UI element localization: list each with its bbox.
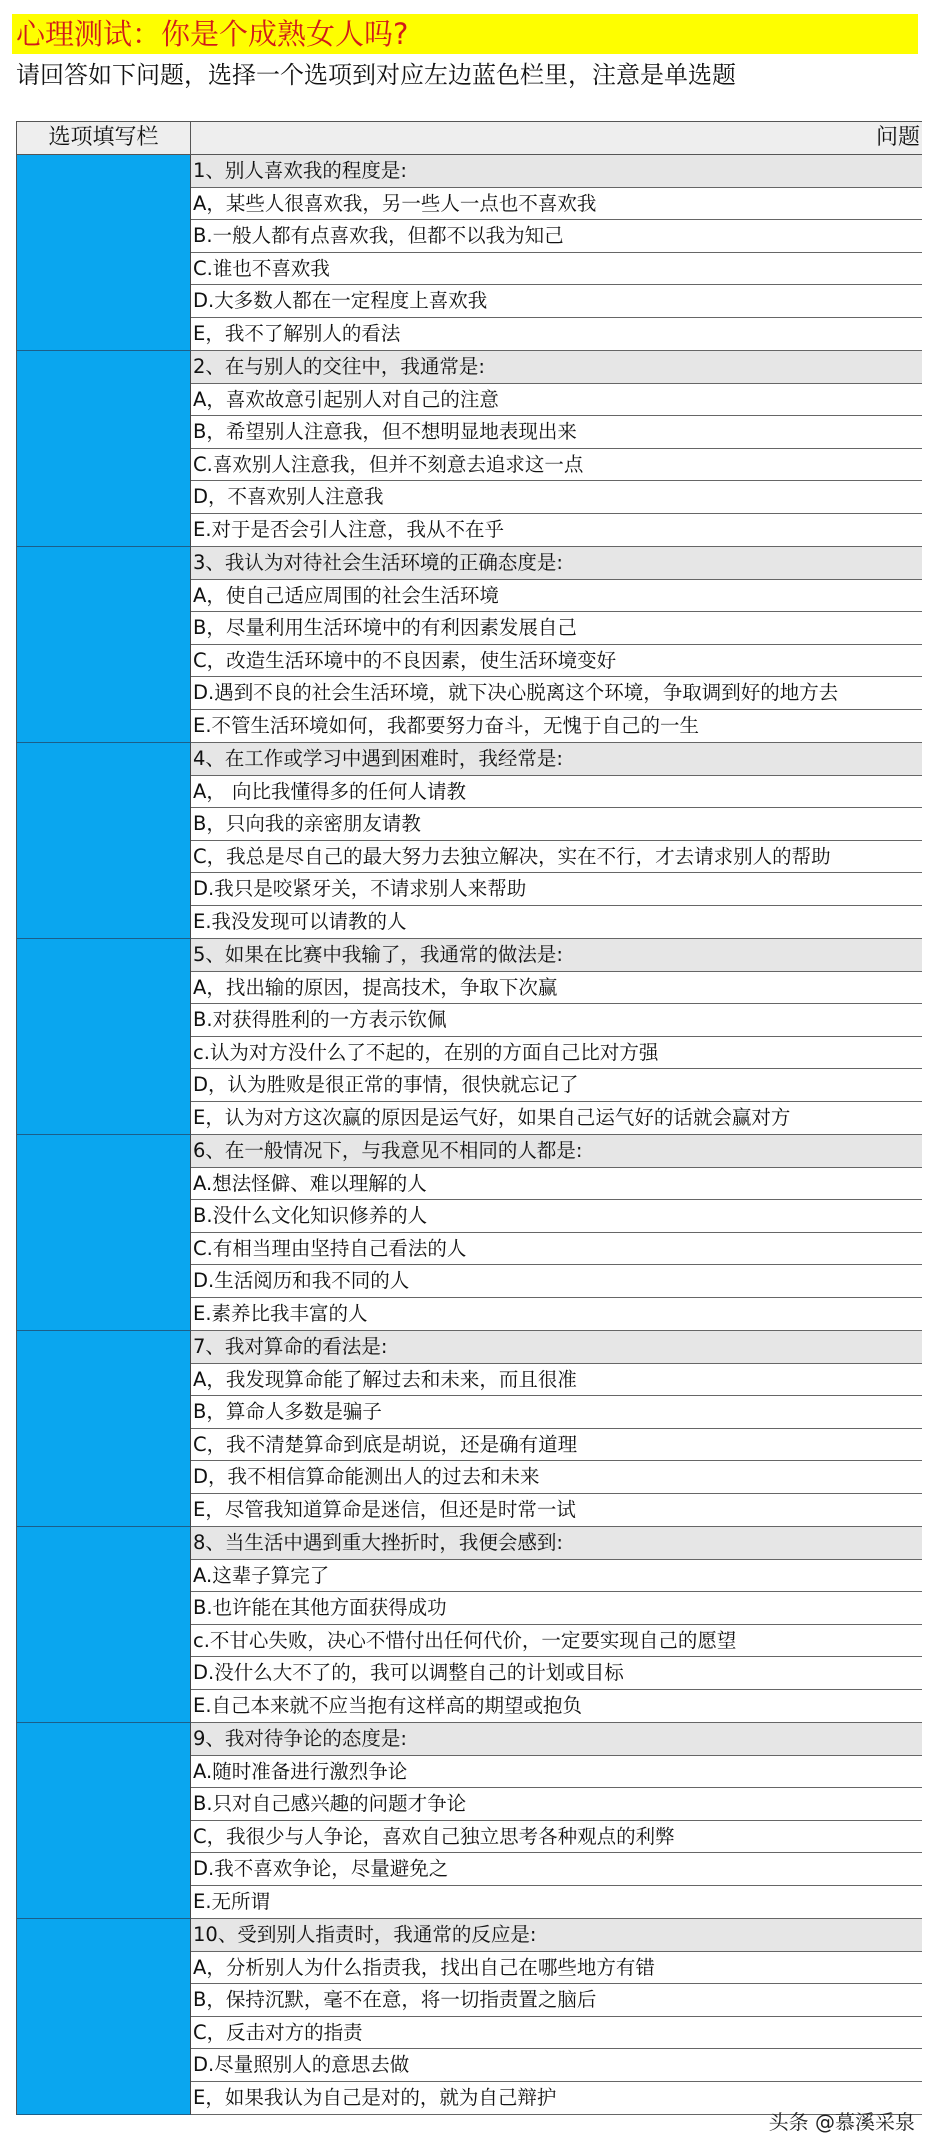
question-group [17,743,922,939]
option-text: A，分析别人为什么指责我，找出自己在哪些地方有错 [191,1952,922,1985]
question-text: 5、如果在比赛中我输了，我通常的做法是: [191,939,922,972]
option-text: A，找出输的原因，提高技术，争取下次赢 [191,972,922,1005]
question-group [17,1331,922,1527]
question-text: 8、当生活中遇到重大挫折时，我便会感到: [191,1527,922,1560]
question-block [191,351,922,547]
question-group [17,939,922,1135]
option-text: D，认为胜败是很正常的事情，很快就忘记了 [191,1069,922,1102]
option-text: C，我不清楚算命到底是胡说，还是确有道理 [191,1429,922,1462]
answer-input-cell[interactable] [17,547,191,743]
option-text: B.只对自己感兴趣的问题才争论 [191,1788,922,1821]
option-text: D，不喜欢别人注意我 [191,481,922,514]
question-block [191,1723,922,1919]
option-text: A.想法怪僻、难以理解的人 [191,1168,922,1201]
option-text: C，我总是尽自己的最大努力去独立解决，实在不行，才去请求别人的帮助 [191,841,922,874]
question-group [17,1919,922,2115]
question-text: 4、在工作或学习中遇到困难时，我经常是: [191,743,922,776]
option-text: A，我发现算命能了解过去和未来，而且很准 [191,1364,922,1397]
answer-input-cell[interactable] [17,939,191,1135]
questionnaire-table [16,121,922,2115]
option-text: C，改造生活环境中的不良因素，使生活环境变好 [191,645,922,678]
option-text: c.不甘心失败，决心不惜付出任何代价，一定要实现自己的愿望 [191,1625,922,1658]
answer-input-cell[interactable] [17,1527,191,1723]
question-block [191,1527,922,1723]
option-text: E.无所谓 [191,1886,922,1919]
option-text: D.遇到不良的社会生活环境，就下决心脱离这个环境，争取调到好的地方去 [191,677,922,710]
question-text: 6、在一般情况下，与我意见不相同的人都是: [191,1135,922,1168]
option-text: C.谁也不喜欢我 [191,253,922,286]
option-text: B.对获得胜利的一方表示钦佩 [191,1004,922,1037]
question-text: 3、我认为对待社会生活环境的正确态度是: [191,547,922,580]
option-text: A.随时准备进行激烈争论 [191,1756,922,1789]
question-groups [17,155,922,2115]
question-text: 9、我对待争论的态度是: [191,1723,922,1756]
option-text: D.没什么大不了的，我可以调整自己的计划或目标 [191,1657,922,1690]
answer-input-cell[interactable] [17,1135,191,1331]
option-text: E，认为对方这次赢的原因是运气好，如果自己运气好的话就会赢对方 [191,1102,922,1135]
question-block [191,1331,922,1527]
option-text: E.素养比我丰富的人 [191,1298,922,1331]
option-text: A， 向比我懂得多的任何人请教 [191,776,922,809]
option-text: E.对于是否会引人注意，我从不在乎 [191,514,922,547]
answer-input-cell[interactable] [17,155,191,351]
option-text: E.不管生活环境如何，我都要努力奋斗，无愧于自己的一生 [191,710,922,743]
question-block [191,547,922,743]
option-text: D.尽量照别人的意思去做 [191,2049,922,2082]
option-text: A，某些人很喜欢我，另一些人一点也不喜欢我 [191,188,922,221]
question-block [191,155,922,351]
answer-input-cell[interactable] [17,1331,191,1527]
option-text: A.这辈子算完了 [191,1560,922,1593]
option-text: B，尽量利用生活环境中的有利因素发展自己 [191,612,922,645]
option-text: B，算命人多数是骗子 [191,1396,922,1429]
question-column-header: 问题 [875,125,920,150]
answer-input-cell[interactable] [17,1919,191,2115]
answer-column-header: 选项填写栏 [17,122,191,154]
table-header [17,121,922,155]
option-text: C.有相当理由坚持自己看法的人 [191,1233,922,1266]
instruction-text: 请回答如下问题，选择一个选项到对应左边蓝色栏里，注意是单选题 [16,61,736,89]
question-block [191,1919,922,2115]
option-text: c.认为对方没什么了不起的，在别的方面自己比对方强 [191,1037,922,1070]
option-text: A，喜欢故意引起别人对自己的注意 [191,384,922,417]
question-group [17,1135,922,1331]
option-text: C，我很少与人争论，喜欢自己独立思考各种观点的利弊 [191,1821,922,1854]
option-text: E，如果我认为自己是对的，就为自己辩护 [191,2082,922,2115]
question-group [17,1527,922,1723]
option-text: E.我没发现可以请教的人 [191,906,922,939]
option-text: D.生活阅历和我不同的人 [191,1265,922,1298]
option-text: E，我不了解别人的看法 [191,318,922,351]
question-text: 2、在与别人的交往中，我通常是: [191,351,922,384]
question-block [191,743,922,939]
option-text: D，我不相信算命能测出人的过去和未来 [191,1461,922,1494]
option-text: D.我不喜欢争论，尽量避免之 [191,1853,922,1886]
answer-input-cell[interactable] [17,743,191,939]
option-text: B.一般人都有点喜欢我，但都不以我为知己 [191,220,922,253]
question-group [17,547,922,743]
answer-input-cell[interactable] [17,351,191,547]
option-text: D.我只是咬紧牙关，不请求别人来帮助 [191,873,922,906]
option-text: B，只向我的亲密朋友请教 [191,808,922,841]
option-text: D.大多数人都在一定程度上喜欢我 [191,285,922,318]
option-text: E，尽管我知道算命是迷信，但还是时常一试 [191,1494,922,1527]
answer-input-cell[interactable] [17,1723,191,1919]
question-text: 10、受到别人指责时，我通常的反应是: [191,1919,922,1952]
question-block [191,939,922,1135]
question-group [17,1723,922,1919]
watermark: 头条 @慕溪采泉 [768,2110,915,2134]
option-text: B，保持沉默，毫不在意，将一切指责置之脑后 [191,1984,922,2017]
question-group [17,351,922,547]
option-text: B.没什么文化知识修养的人 [191,1200,922,1233]
option-text: C.喜欢别人注意我，但并不刻意去追求这一点 [191,449,922,482]
option-text: E.自己本来就不应当抱有这样高的期望或抱负 [191,1690,922,1723]
option-text: B.也许能在其他方面获得成功 [191,1592,922,1625]
question-text: 1、别人喜欢我的程度是: [191,155,922,188]
option-text: A，使自己适应周围的社会生活环境 [191,580,922,613]
question-block [191,1135,922,1331]
page-title: 心理测试：你是个成熟女人吗? [12,14,918,54]
question-group [17,155,922,351]
option-text: B，希望别人注意我，但不想明显地表现出来 [191,416,922,449]
question-text: 7、我对算命的看法是: [191,1331,922,1364]
option-text: C，反击对方的指责 [191,2017,922,2050]
